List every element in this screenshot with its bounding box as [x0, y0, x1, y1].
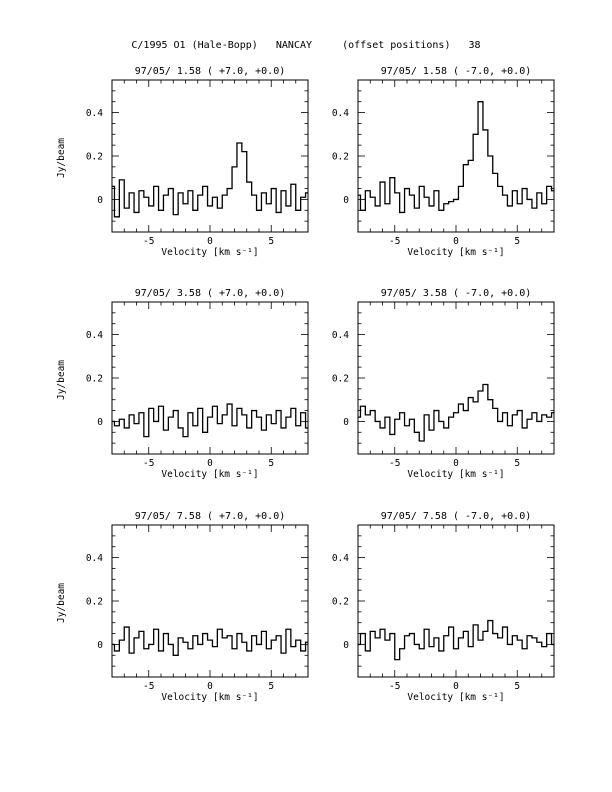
plot-frame	[112, 525, 308, 677]
y-tick-label: 0	[97, 639, 103, 651]
x-tick-label: 0	[453, 681, 459, 692]
spectrum-panel-2	[332, 66, 554, 258]
y-axis-label: Jy/beam	[56, 137, 67, 179]
x-axis-label: Velocity [km s⁻¹]	[407, 692, 505, 703]
spectrum-line	[112, 627, 308, 655]
panel-title: 97/05/ 7.58 ( +7.0, +0.0)	[134, 511, 286, 522]
y-tick-label: 0.2	[85, 373, 103, 385]
x-tick-label: -5	[143, 236, 155, 247]
y-tick-label: 0	[343, 416, 349, 428]
x-tick-label: 5	[268, 236, 275, 247]
x-tick-label: -5	[389, 236, 401, 247]
x-axis-label: Velocity [km s⁻¹]	[407, 247, 505, 258]
y-tick-label: 0.2	[85, 151, 103, 163]
x-tick-label: 5	[514, 681, 521, 692]
panel-title: 97/05/ 1.58 ( +7.0, +0.0)	[134, 66, 286, 77]
y-tick-label: 0.4	[85, 330, 103, 342]
x-tick-label: 0	[207, 236, 213, 247]
y-tick-label: 0	[97, 194, 103, 206]
x-tick-label: 5	[514, 236, 521, 247]
x-tick-label: 5	[268, 681, 275, 692]
y-tick-label: 0.2	[331, 151, 349, 163]
plot-frame	[358, 525, 554, 677]
y-tick-label: 0.4	[85, 108, 103, 120]
y-tick-label: 0.2	[331, 373, 349, 385]
y-tick-label: 0.4	[331, 330, 349, 342]
x-tick-label: 0	[453, 458, 459, 469]
x-tick-label: -5	[143, 681, 155, 692]
plot-frame	[112, 80, 308, 232]
panel-title: 97/05/ 3.58 ( +7.0, +0.0)	[134, 288, 286, 299]
spectrum-line	[358, 621, 554, 660]
y-tick-label: 0	[343, 194, 349, 206]
spectrum-line	[358, 385, 554, 441]
x-axis-label: Velocity [km s⁻¹]	[407, 469, 505, 480]
page-title: C/1995 O1 (Hale-Bopp) NANCAY (offset positions) 38	[131, 40, 481, 51]
x-tick-label: 0	[453, 236, 459, 247]
x-tick-label: 5	[268, 458, 275, 469]
y-tick-label: 0.4	[85, 553, 103, 565]
x-axis-label: Velocity [km s⁻¹]	[161, 692, 259, 703]
y-tick-label: 0.2	[85, 596, 103, 608]
plot-frame	[358, 80, 554, 232]
y-tick-label: 0.4	[331, 108, 349, 120]
y-tick-label: 0.4	[331, 553, 349, 565]
panel-title: 97/05/ 3.58 ( -7.0, +0.0)	[380, 288, 532, 299]
x-tick-label: -5	[143, 458, 155, 469]
x-tick-label: 0	[207, 458, 213, 469]
y-tick-label: 0.2	[331, 596, 349, 608]
spectrum-line	[112, 143, 308, 217]
spectrum-panel-5	[56, 511, 308, 703]
x-tick-label: -5	[389, 458, 401, 469]
x-axis-label: Velocity [km s⁻¹]	[161, 469, 259, 480]
spectrum-line	[358, 102, 554, 213]
spectrum-panel-3	[56, 288, 308, 480]
y-tick-label: 0	[97, 416, 103, 428]
spectrum-panel-6	[332, 511, 554, 703]
spectrum-panel-4	[332, 288, 554, 480]
x-tick-label: 5	[514, 458, 521, 469]
y-axis-label: Jy/beam	[56, 582, 67, 624]
spectrum-panel-1	[56, 66, 308, 258]
plot-frame	[358, 302, 554, 454]
x-tick-label: 0	[207, 681, 213, 692]
panel-title: 97/05/ 7.58 ( -7.0, +0.0)	[380, 511, 532, 522]
plot-frame	[112, 302, 308, 454]
x-tick-label: -5	[389, 681, 401, 692]
x-axis-label: Velocity [km s⁻¹]	[161, 247, 259, 258]
y-axis-label: Jy/beam	[56, 359, 67, 401]
panel-title: 97/05/ 1.58 ( -7.0, +0.0)	[380, 66, 532, 77]
y-tick-label: 0	[343, 639, 349, 651]
spectrum-line	[112, 404, 308, 437]
